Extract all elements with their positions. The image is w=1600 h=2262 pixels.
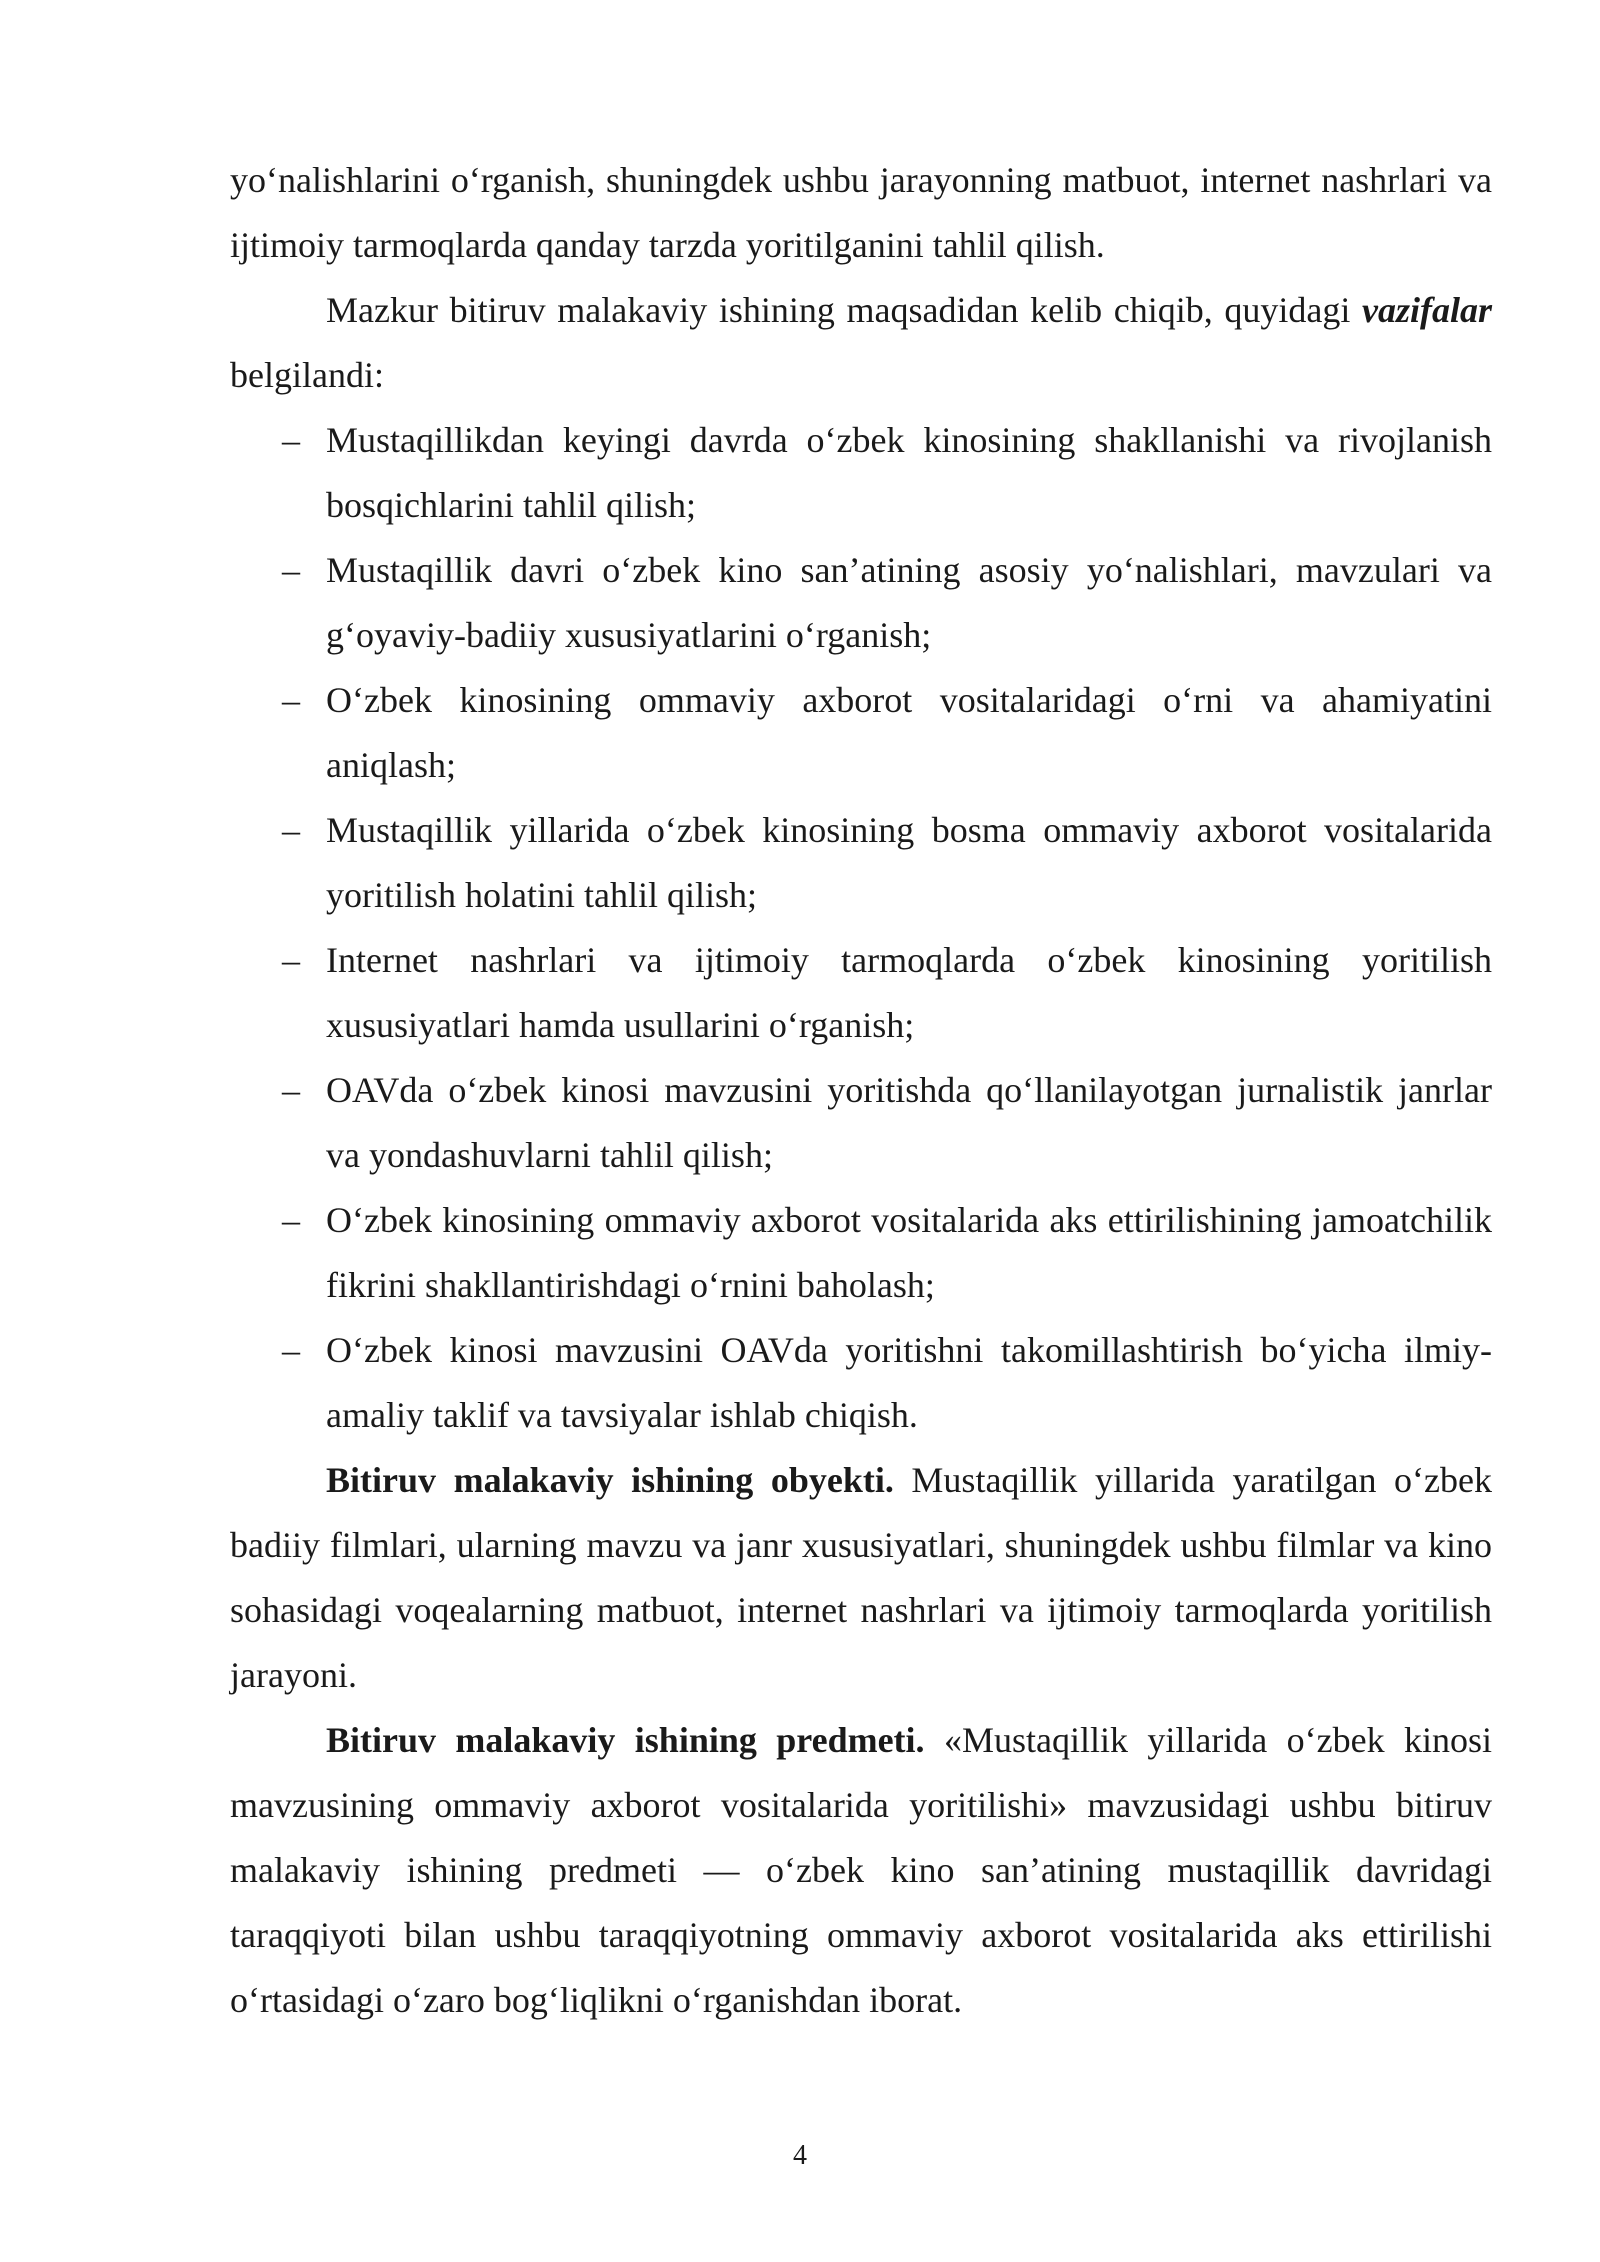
document-page	[230, 148, 1492, 2033]
obyekt-text: Mustaqillik yillarida yaratilgan oʻzbek badiiy filmlari, ularning mavzu va janr xususiyatlari, shuningdek ushbu filmlar va kino sohasidagi voqealarning matbuot, internet nashrlari va ijtimoiy tarmoqlarda yoritilish jarayoni.	[230, 1460, 1492, 1695]
paragraph-tasks-intro	[230, 278, 1492, 408]
tasks-list	[230, 408, 1492, 1448]
page-number: 4	[793, 2140, 807, 2171]
obyekt-heading: Bitiruv malakaviy ishining obyekti.	[326, 1460, 894, 1500]
dash-bullet-icon: –	[282, 810, 300, 850]
dash-bullet-icon: –	[282, 1200, 300, 1240]
list-item-text: Oʻzbek kinosining ommaviy axborot vositalaridagi oʻrni va ahamiyatini aniqlash;	[326, 680, 1492, 785]
list-item	[230, 1058, 1492, 1188]
tasks-intro-end: belgilandi:	[230, 355, 384, 395]
dash-bullet-icon: –	[282, 550, 300, 590]
list-item	[230, 538, 1492, 668]
list-item-text: Oʻzbek kinosi mavzusini OAVda yoritishni takomillashtirish boʻyicha ilmiy-amaliy taklif va tavsiyalar ishlab chiqish.	[326, 1330, 1492, 1435]
list-item	[230, 668, 1492, 798]
paragraph-predmet	[230, 1708, 1492, 2033]
dash-bullet-icon: –	[282, 940, 300, 980]
tasks-label: vazifalar	[1362, 290, 1492, 330]
list-item-text: OAVda oʻzbek kinosi mavzusini yoritishda qoʻllanilayotgan jurnalistik janrlar va yondashuvlarni tahlil qilish;	[326, 1070, 1492, 1175]
list-item-text: Mustaqillik davri oʻzbek kino san’atining asosiy yoʻnalishlari, mavzulari va gʻoyaviy-badiiy xususiyatlarini oʻrganish;	[326, 550, 1492, 655]
tasks-intro-text: Mazkur bitiruv malakaviy ishining maqsadidan kelib chiqib, quyidagi	[326, 290, 1362, 330]
list-item	[230, 928, 1492, 1058]
predmet-heading: Bitiruv malakaviy ishining predmeti.	[326, 1720, 925, 1760]
dash-bullet-icon: –	[282, 420, 300, 460]
paragraph-intro-continuation: yoʻnalishlarini oʻrganish, shuningdek ushbu jarayonning matbuot, internet nashrlari va ijtimoiy tarmoqlarda qanday tarzda yoritilganini tahlil qilish.	[230, 160, 1492, 265]
list-item	[230, 798, 1492, 928]
list-item	[230, 1318, 1492, 1448]
predmet-text: «Mustaqillik yillarida oʻzbek kinosi mavzusining ommaviy axborot vositalarida yoritilishi» mavzusidagi ushbu bitiruv malakaviy ishining predmeti — oʻzbek kino san’atining mustaqillik davridagi taraqqiyoti bilan ushbu taraqqiyotning ommaviy axborot vositalarida aks ettirilishi oʻrtasidagi oʻzaro bogʻliqlikni oʻrganishdan iborat.	[230, 1720, 1493, 2020]
paragraph-obyekt	[230, 1448, 1492, 1708]
list-item-text: Mustaqillikdan keyingi davrda oʻzbek kinosining shakllanishi va rivojlanish bosqichlarini tahlil qilish;	[326, 420, 1492, 525]
list-item-text: Oʻzbek kinosining ommaviy axborot vositalarida aks ettirilishining jamoatchilik fikrini shakllantirishdagi oʻrnini baholash;	[326, 1200, 1492, 1305]
dash-bullet-icon: –	[282, 1330, 300, 1370]
list-item-text: Mustaqillik yillarida oʻzbek kinosining bosma ommaviy axborot vositalarida yoritilish holatini tahlil qilish;	[326, 810, 1492, 915]
list-item	[230, 1188, 1492, 1318]
list-item	[230, 408, 1492, 538]
dash-bullet-icon: –	[282, 1070, 300, 1110]
list-item-text: Internet nashrlari va ijtimoiy tarmoqlarda oʻzbek kinosining yoritilish xususiyatlari hamda usullarini oʻrganish;	[326, 940, 1492, 1045]
dash-bullet-icon: –	[282, 680, 300, 720]
